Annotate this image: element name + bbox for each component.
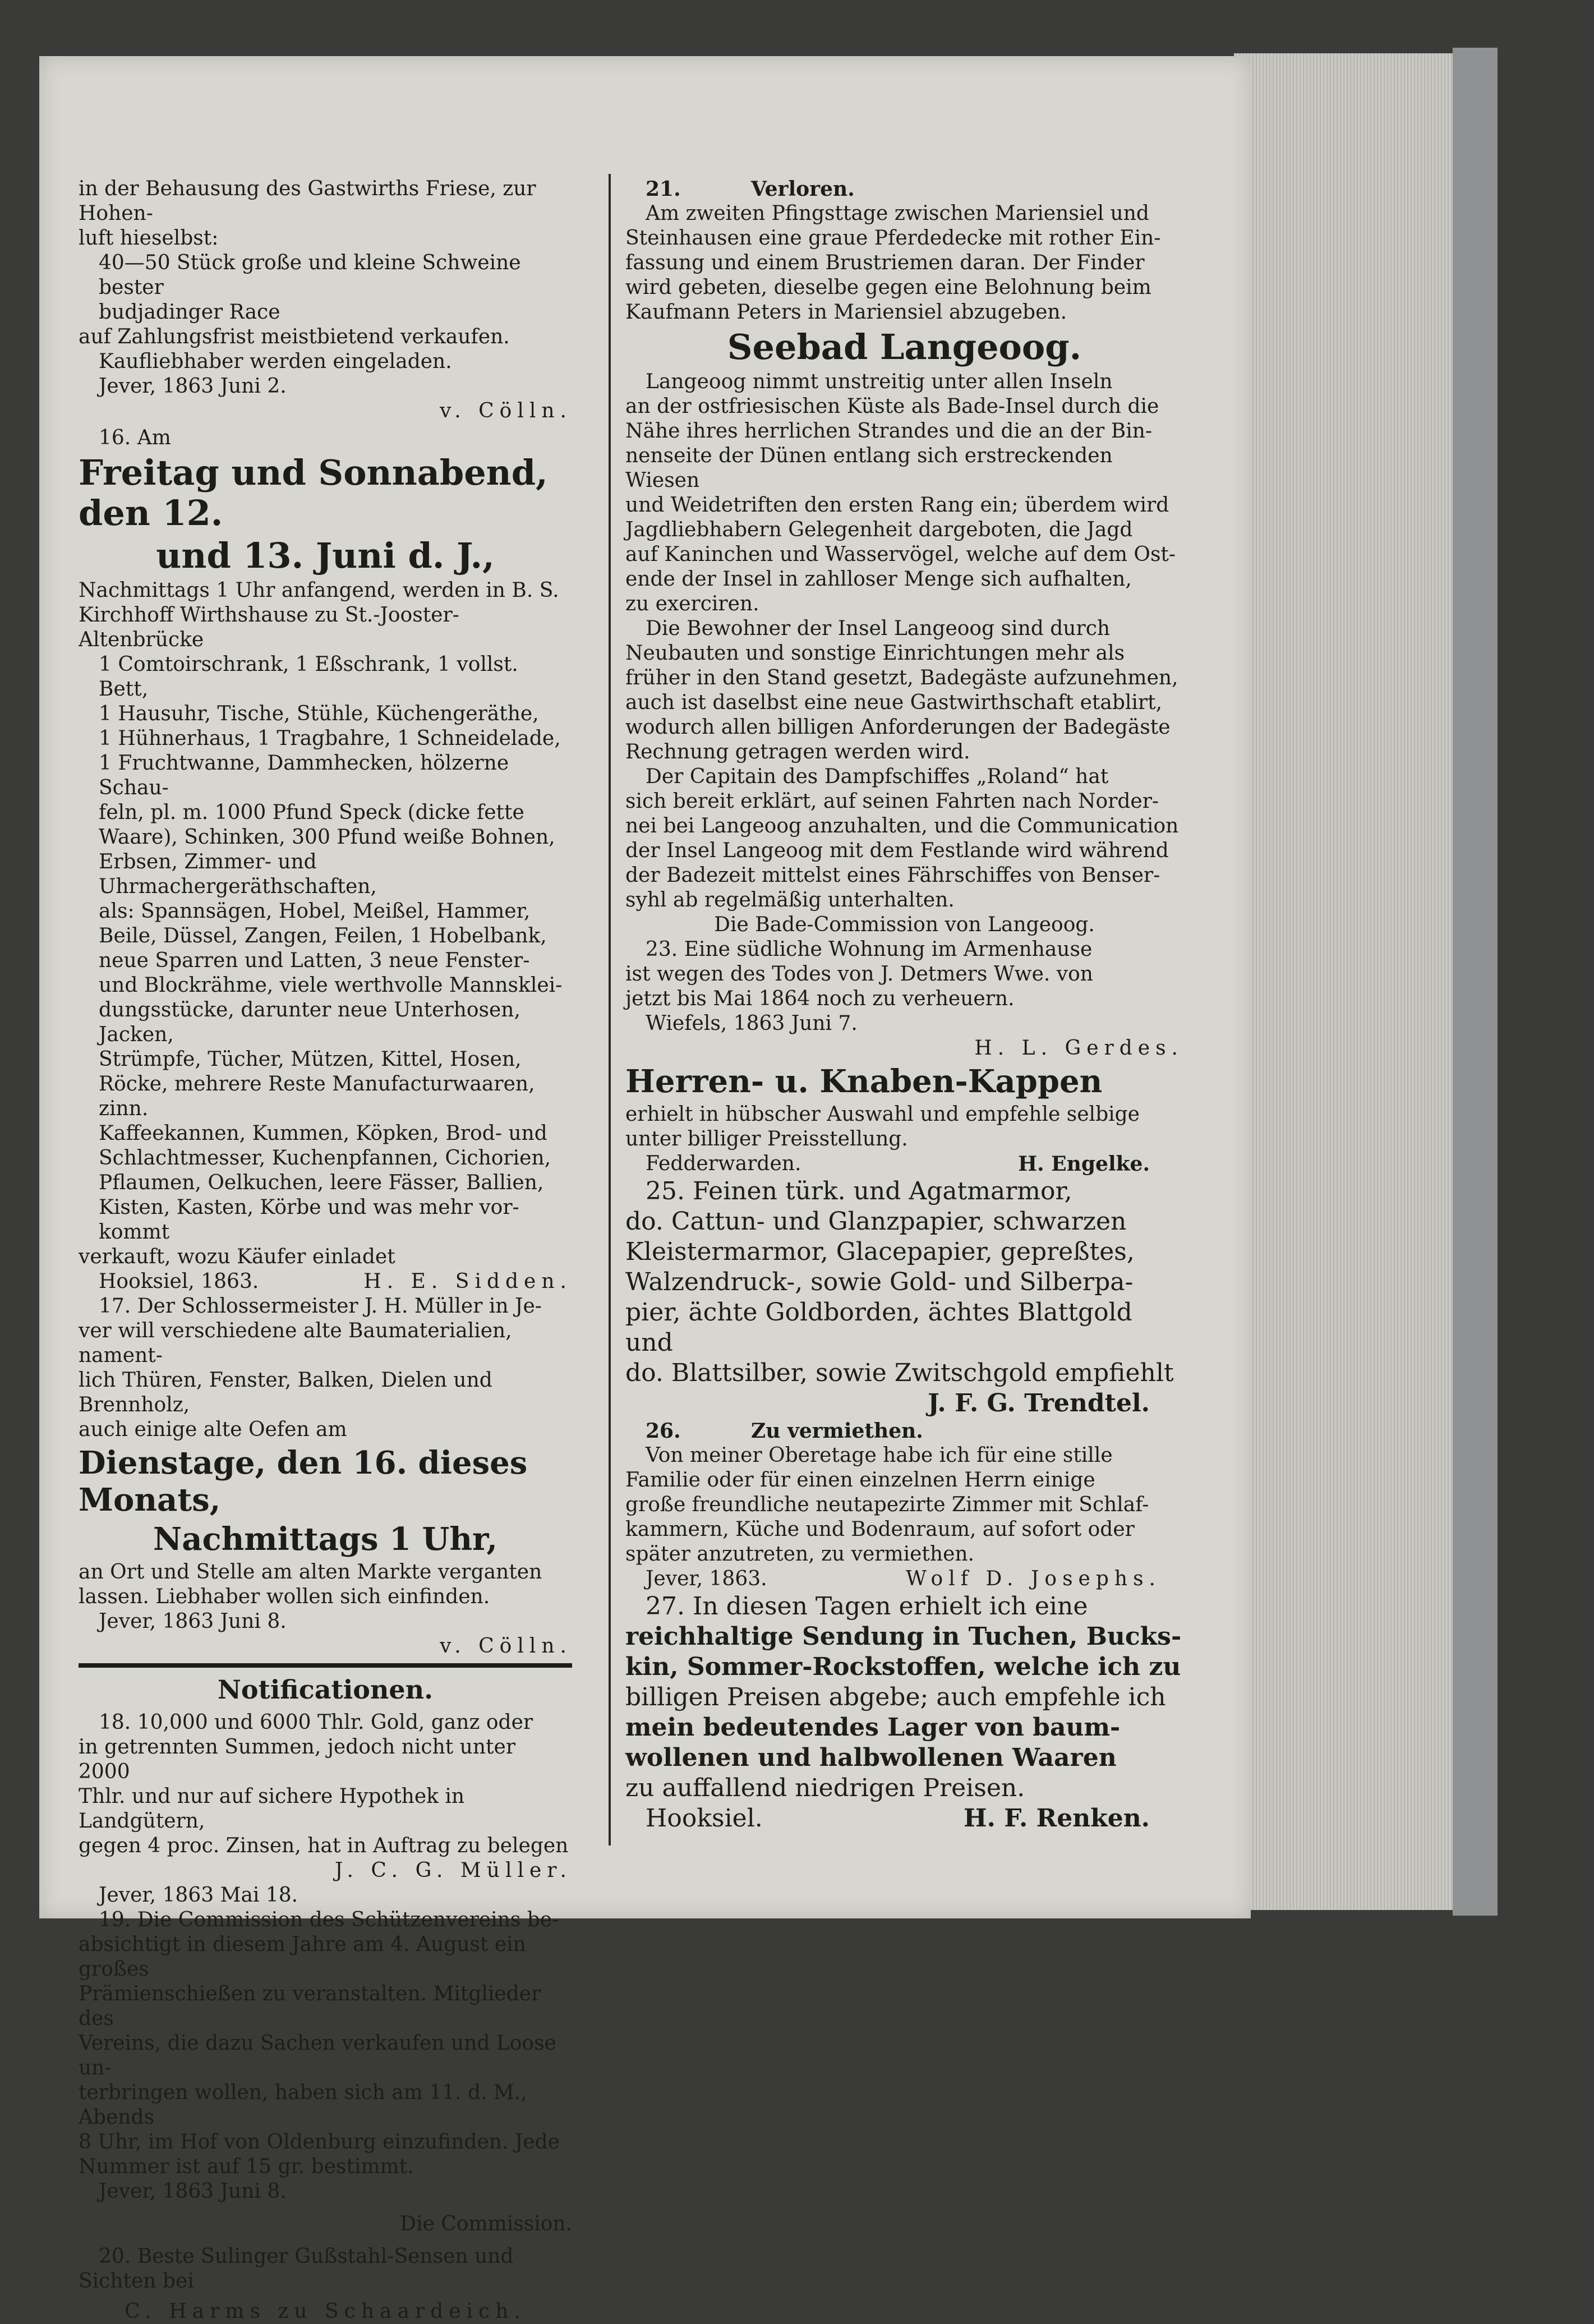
text-line: Vereins, die dazu Sachen verkaufen und Loose un- bbox=[79, 2032, 563, 2079]
place: Fedderwarden. bbox=[646, 1152, 801, 1175]
text-line: an Ort und Stelle am alten Markte verganten bbox=[79, 1561, 542, 1584]
text-line: 1 Comtoirschrank, 1 Eßschrank, 1 vollst. Bett, bbox=[99, 653, 525, 701]
place-signature-row bbox=[625, 1567, 1183, 1591]
text-line: Kaffeekannen, Kummen, Köpken, Brod- und bbox=[99, 1122, 547, 1145]
ad-headline: und 13. Juni d. J., bbox=[156, 535, 495, 576]
text-line: Familie oder für einen einzelnen Herrn einige bbox=[625, 1469, 1095, 1492]
text-line: absichtigt in diesem Jahre am 4. August ein großes bbox=[79, 1933, 533, 1981]
text-line: Schlachtmesser, Kuchenpfannen, Cichorien, bbox=[99, 1147, 551, 1170]
text-line: Kirchhoff Wirthshause zu St.-Jooster-Altenbrücke bbox=[79, 604, 459, 651]
text-line: lich Thüren, Fenster, Balken, Dielen und Brennholz, bbox=[79, 1369, 499, 1416]
text-line: in getrennten Summen, jedoch nicht unter 2000 bbox=[79, 1736, 522, 1783]
text-line: Steinhausen eine graue Pferdedecke mit rother Ein- bbox=[625, 227, 1161, 250]
text-line: reichhaltige Sendung in Tuchen, Bucks- bbox=[625, 1622, 1182, 1651]
text-line: luft hieselbst: bbox=[79, 227, 219, 250]
signature: C. Harms zu Schaardeich. bbox=[125, 2300, 526, 2323]
text-line: Strümpfe, Tücher, Mützen, Kittel, Hosen, bbox=[99, 1048, 522, 1071]
ad-18 bbox=[79, 1710, 572, 1908]
ad-24 bbox=[625, 1063, 1183, 1176]
text-line: Nummer ist auf 15 gr. bestimmt. bbox=[79, 2155, 414, 2178]
text-line: pier, ächte Goldborden, ächtes Blattgold und bbox=[625, 1298, 1140, 1357]
text-line: Rechnung getragen werden wird. bbox=[625, 740, 970, 763]
place-date: Jever, 1863. bbox=[646, 1567, 767, 1590]
ad-headline: Dienstage, den 16. dieses Monats, bbox=[79, 1444, 538, 1518]
text-line: Nähe ihres herrlichen Strandes und die an der Bin- bbox=[625, 420, 1153, 443]
text-line: gegen 4 proc. Zinsen, hat in Auftrag zu belegen bbox=[79, 1834, 569, 1857]
text-line: mein bedeutendes Lager von baum- bbox=[625, 1713, 1121, 1742]
signature: H. L. Gerdes. bbox=[974, 1037, 1183, 1060]
text-line: syhl ab regelmäßig unterhalten. bbox=[625, 889, 955, 912]
text-line: der Badezeit mittelst eines Fährschiffes von Benser- bbox=[625, 864, 1160, 887]
ad-20 bbox=[79, 2244, 572, 2324]
text-line: kommt bbox=[99, 1221, 170, 1244]
signature: H. F. Renken. bbox=[964, 1804, 1150, 1833]
signature: J. F. G. Trendtel. bbox=[928, 1389, 1150, 1418]
text-line: ist wegen des Todes von J. Detmers Wwe. von bbox=[625, 963, 1093, 986]
ad-25 bbox=[625, 1176, 1183, 1419]
text-line: Der Capitain des Dampfschiffes „Roland“ hat bbox=[646, 765, 1109, 788]
text-line: 1 Fruchtwanne, Dammhecken, hölzerne Schau- bbox=[99, 752, 515, 799]
ad-21 bbox=[625, 177, 1183, 325]
signature: v. Cölln. bbox=[440, 399, 572, 422]
text-line: 1 Hausuhr, Tische, Stühle, Küchengeräthe, bbox=[99, 702, 539, 725]
text-line: Die Bewohner der Insel Langeoog sind durch bbox=[646, 617, 1111, 640]
text-line: lassen. Liebhaber wollen sich einfinden. bbox=[79, 1585, 490, 1608]
text-line: große freundliche neutapezirte Zimmer mit Schlaf- bbox=[625, 1493, 1149, 1516]
ad-headline: Nachmittags 1 Uhr, bbox=[153, 1521, 497, 1558]
text-line: 1 Hühnerhaus, 1 Tragbahre, 1 Schneidelade, bbox=[99, 727, 561, 750]
text-line: unter billiger Preisstellung. bbox=[625, 1128, 908, 1151]
left-column bbox=[79, 177, 572, 2324]
text-line: Am zweiten Pfingsttage zwischen Mariensiel und bbox=[646, 202, 1149, 225]
text-line: 19. Die Commission des Schützenvereins be- bbox=[99, 1908, 559, 1931]
signature: v. Cölln. bbox=[440, 1635, 572, 1658]
ad-number: 16. Am bbox=[99, 426, 171, 449]
text-line: Waare), Schinken, 300 Pfund weiße Bohnen, bbox=[99, 826, 555, 849]
text-line: Walzendruck-, sowie Gold- und Silberpa- bbox=[625, 1268, 1134, 1296]
text-line: erhielt in hübscher Auswahl und empfehle selbige bbox=[625, 1103, 1140, 1126]
text-line: budjadinger Race bbox=[99, 301, 280, 324]
text-line: ende der Insel in zahlloser Menge sich aufhalten, bbox=[625, 568, 1132, 591]
section-divider bbox=[79, 1663, 572, 1668]
text-line: und Blockrähme, viele werthvolle Mannsklei- bbox=[99, 974, 563, 997]
text-line: 27. In diesen Tagen erhielt ich eine bbox=[646, 1592, 1088, 1621]
text-line: Langeoog nimmt unstreitig unter allen Inseln bbox=[646, 370, 1113, 393]
text-line: zu exerciren. bbox=[625, 592, 759, 615]
text-line: Sichten bei bbox=[79, 2270, 194, 2293]
ad-19 bbox=[79, 1908, 572, 2236]
signature: H. E. Sidden. bbox=[363, 1270, 572, 1293]
text-line: ver will verschiedene alte Baumaterialien, nament- bbox=[79, 1319, 519, 1367]
text-line: 18. 10,000 und 6000 Thlr. Gold, ganz oder bbox=[99, 1711, 533, 1734]
text-line: als: Spannsägen, Hobel, Meißel, Hammer, bbox=[99, 900, 531, 923]
text-line: Kleistermarmor, Glacepapier, gepreßtes, bbox=[625, 1237, 1135, 1266]
date-line: Jever, 1863 Juni 2. bbox=[99, 375, 287, 398]
text-line: Pflaumen, Oelkuchen, leere Fässer, Ballien, bbox=[99, 1171, 544, 1194]
text-line: auf Kaninchen und Wasservögel, welche auf dem Ost- bbox=[625, 543, 1176, 566]
text-line: neue Sparren und Latten, 3 neue Fenster- bbox=[99, 949, 530, 972]
text-line: Prämienschießen zu veranstalten. Mitglieder des bbox=[79, 1982, 547, 2030]
text-line: kammern, Küche und Bodenraum, auf sofort oder bbox=[625, 1518, 1135, 1541]
text-line: Von meiner Oberetage habe ich für eine stille bbox=[646, 1444, 1113, 1467]
place-signature-row bbox=[625, 1803, 1183, 1834]
text-line: sich bereit erklärt, auf seinen Fahrten nach Norder- bbox=[625, 790, 1159, 813]
ad-15 bbox=[79, 177, 572, 424]
text-line: Röcke, mehrere Reste Manufacturwaaren, zinn. bbox=[99, 1073, 541, 1120]
date-line: Jever, 1863 Juni 8. bbox=[99, 1610, 287, 1633]
signature: Wolf D. Josephs. bbox=[905, 1567, 1161, 1590]
ad-22 bbox=[625, 327, 1183, 937]
text-line: verkauft, wozu Käufer einladet bbox=[79, 1245, 395, 1268]
text-line: nenseite der Dünen entlang sich erstreckenden Wiesen bbox=[625, 444, 1120, 492]
text-line: 17. Der Schlossermeister J. H. Müller in Je- bbox=[99, 1295, 542, 1318]
text-line: der Insel Langeoog mit dem Festlande wird während bbox=[625, 839, 1169, 862]
text-line: billigen Preisen abgebe; auch empfehle ich bbox=[625, 1683, 1166, 1711]
book-page-edges bbox=[1234, 53, 1481, 1910]
right-column bbox=[625, 177, 1183, 1834]
text-line: früher in den Stand gesetzt, Badegäste aufzunehmen, bbox=[625, 666, 1178, 689]
ad-headline: Freitag und Sonnabend, den 12. bbox=[79, 452, 560, 533]
ad-23 bbox=[625, 937, 1183, 1061]
text-line: wollenen und halbwollenen Waaren bbox=[625, 1743, 1117, 1772]
column-divider bbox=[609, 174, 611, 1846]
text-line: 20. Beste Sulinger Gußstahl-Sensen und bbox=[99, 2245, 514, 2268]
text-line: Thlr. und nur auf sichere Hypothek in Landgütern, bbox=[79, 1785, 471, 1833]
ad-title: 26. Zu vermiethen. bbox=[646, 1419, 923, 1443]
text-line: und Weidetriften den ersten Rang ein; überdem wird bbox=[625, 494, 1169, 517]
signature: H. Engelke. bbox=[1018, 1152, 1150, 1176]
place: Hooksiel. bbox=[646, 1804, 763, 1833]
ad-26 bbox=[625, 1419, 1183, 1591]
text-line: 25. Feinen türk. und Agatmarmor, bbox=[646, 1177, 1072, 1205]
text-line: auch einige alte Oefen am bbox=[79, 1418, 347, 1441]
text-line: später anzutreten, zu vermiethen. bbox=[625, 1543, 975, 1566]
place-signature-row bbox=[79, 1269, 572, 1294]
text-line: wodurch allen billigen Anforderungen der Badegäste bbox=[625, 716, 1171, 739]
text-line: Neubauten und sonstige Einrichtungen mehr als bbox=[625, 642, 1125, 665]
text-line: Kaufmann Peters in Mariensiel abzugeben. bbox=[625, 301, 1067, 324]
text-line: an der ostfriesischen Küste als Bade-Insel durch die bbox=[625, 395, 1159, 418]
text-line: Kisten, Kasten, Körbe und was mehr vor- bbox=[99, 1196, 519, 1219]
place-date: Hooksiel, 1863. bbox=[99, 1270, 259, 1293]
text-line: 40—50 Stück große und kleine Schweine bester bbox=[99, 251, 528, 299]
ad-title: 21. Verloren. bbox=[646, 177, 855, 201]
text-line: Nachmittags 1 Uhr anfangend, werden in B. S. bbox=[79, 579, 559, 602]
ad-27 bbox=[625, 1591, 1183, 1834]
text-line: Erbsen, Zimmer- und Uhrmachergeräthschaften, bbox=[99, 850, 377, 898]
book-cover bbox=[1453, 48, 1498, 1916]
ad-headline: Herren- u. Knaben-Kappen bbox=[625, 1063, 1103, 1100]
text-line: Kaufliebhaber werden eingeladen. bbox=[99, 350, 452, 373]
text-line: do. Blattsilber, sowie Zwitschgold empfiehlt bbox=[625, 1359, 1174, 1387]
ad-17 bbox=[79, 1294, 572, 1659]
text-line: auf Zahlungsfrist meistbietend verkaufen. bbox=[79, 325, 510, 348]
signature: Die Bade-Commission von Langeoog. bbox=[714, 913, 1095, 936]
signature: J. C. G. Müller. bbox=[334, 1859, 572, 1882]
text-line: 23. Eine südliche Wohnung im Armenhause bbox=[646, 938, 1093, 961]
section-heading: Notificationen. bbox=[217, 1674, 434, 1705]
text-line: kin, Sommer-Rockstoffen, welche ich zu bbox=[625, 1653, 1181, 1681]
ad-headline: Seebad Langeoog. bbox=[727, 326, 1082, 367]
date-line: Jever, 1863 Mai 18. bbox=[99, 1884, 298, 1907]
text-line: do. Cattun- und Glanzpapier, schwarzen bbox=[625, 1207, 1127, 1236]
text-line: dungsstücke, darunter neue Unterhosen, Jacken, bbox=[99, 998, 527, 1046]
ad-16 bbox=[79, 426, 572, 1294]
text-line: wird gebeten, dieselbe gegen eine Belohnung beim bbox=[625, 276, 1151, 299]
text-line: fassung und einem Brustriemen daran. Der Finder bbox=[625, 251, 1145, 274]
text-line: nei bei Langeoog anzuhalten, und die Communication bbox=[625, 814, 1179, 837]
signature: Die Commission. bbox=[400, 2212, 572, 2235]
text-line: Jagdliebhabern Gelegenheit dargeboten, die Jagd bbox=[625, 518, 1133, 541]
text-line: 8 Uhr, im Hof von Oldenburg einzufinden. Jede bbox=[79, 2130, 560, 2153]
text-line: feln, pl. m. 1000 Pfund Speck (dicke fette bbox=[99, 801, 524, 824]
text-line: Beile, Düssel, Zangen, Feilen, 1 Hobelbank, bbox=[99, 924, 547, 947]
text-line: jetzt bis Mai 1864 noch zu verheuern. bbox=[625, 987, 1015, 1010]
newspaper-page bbox=[39, 56, 1251, 2323]
text-line: terbringen wollen, haben sich am 11. d. M., Abends bbox=[79, 2081, 534, 2129]
text-line: auch ist daselbst eine neue Gastwirthschaft etablirt, bbox=[625, 691, 1163, 714]
place-signature-row bbox=[625, 1152, 1183, 1176]
date-line: Wiefels, 1863 Juni 7. bbox=[646, 1012, 858, 1035]
text-line: in der Behausung des Gastwirths Friese, zur Hohen- bbox=[79, 177, 543, 225]
date-line: Jever, 1863 Juni 8. bbox=[99, 2180, 287, 2203]
text-line: zu auffallend niedrigen Preisen. bbox=[625, 1774, 1025, 1802]
